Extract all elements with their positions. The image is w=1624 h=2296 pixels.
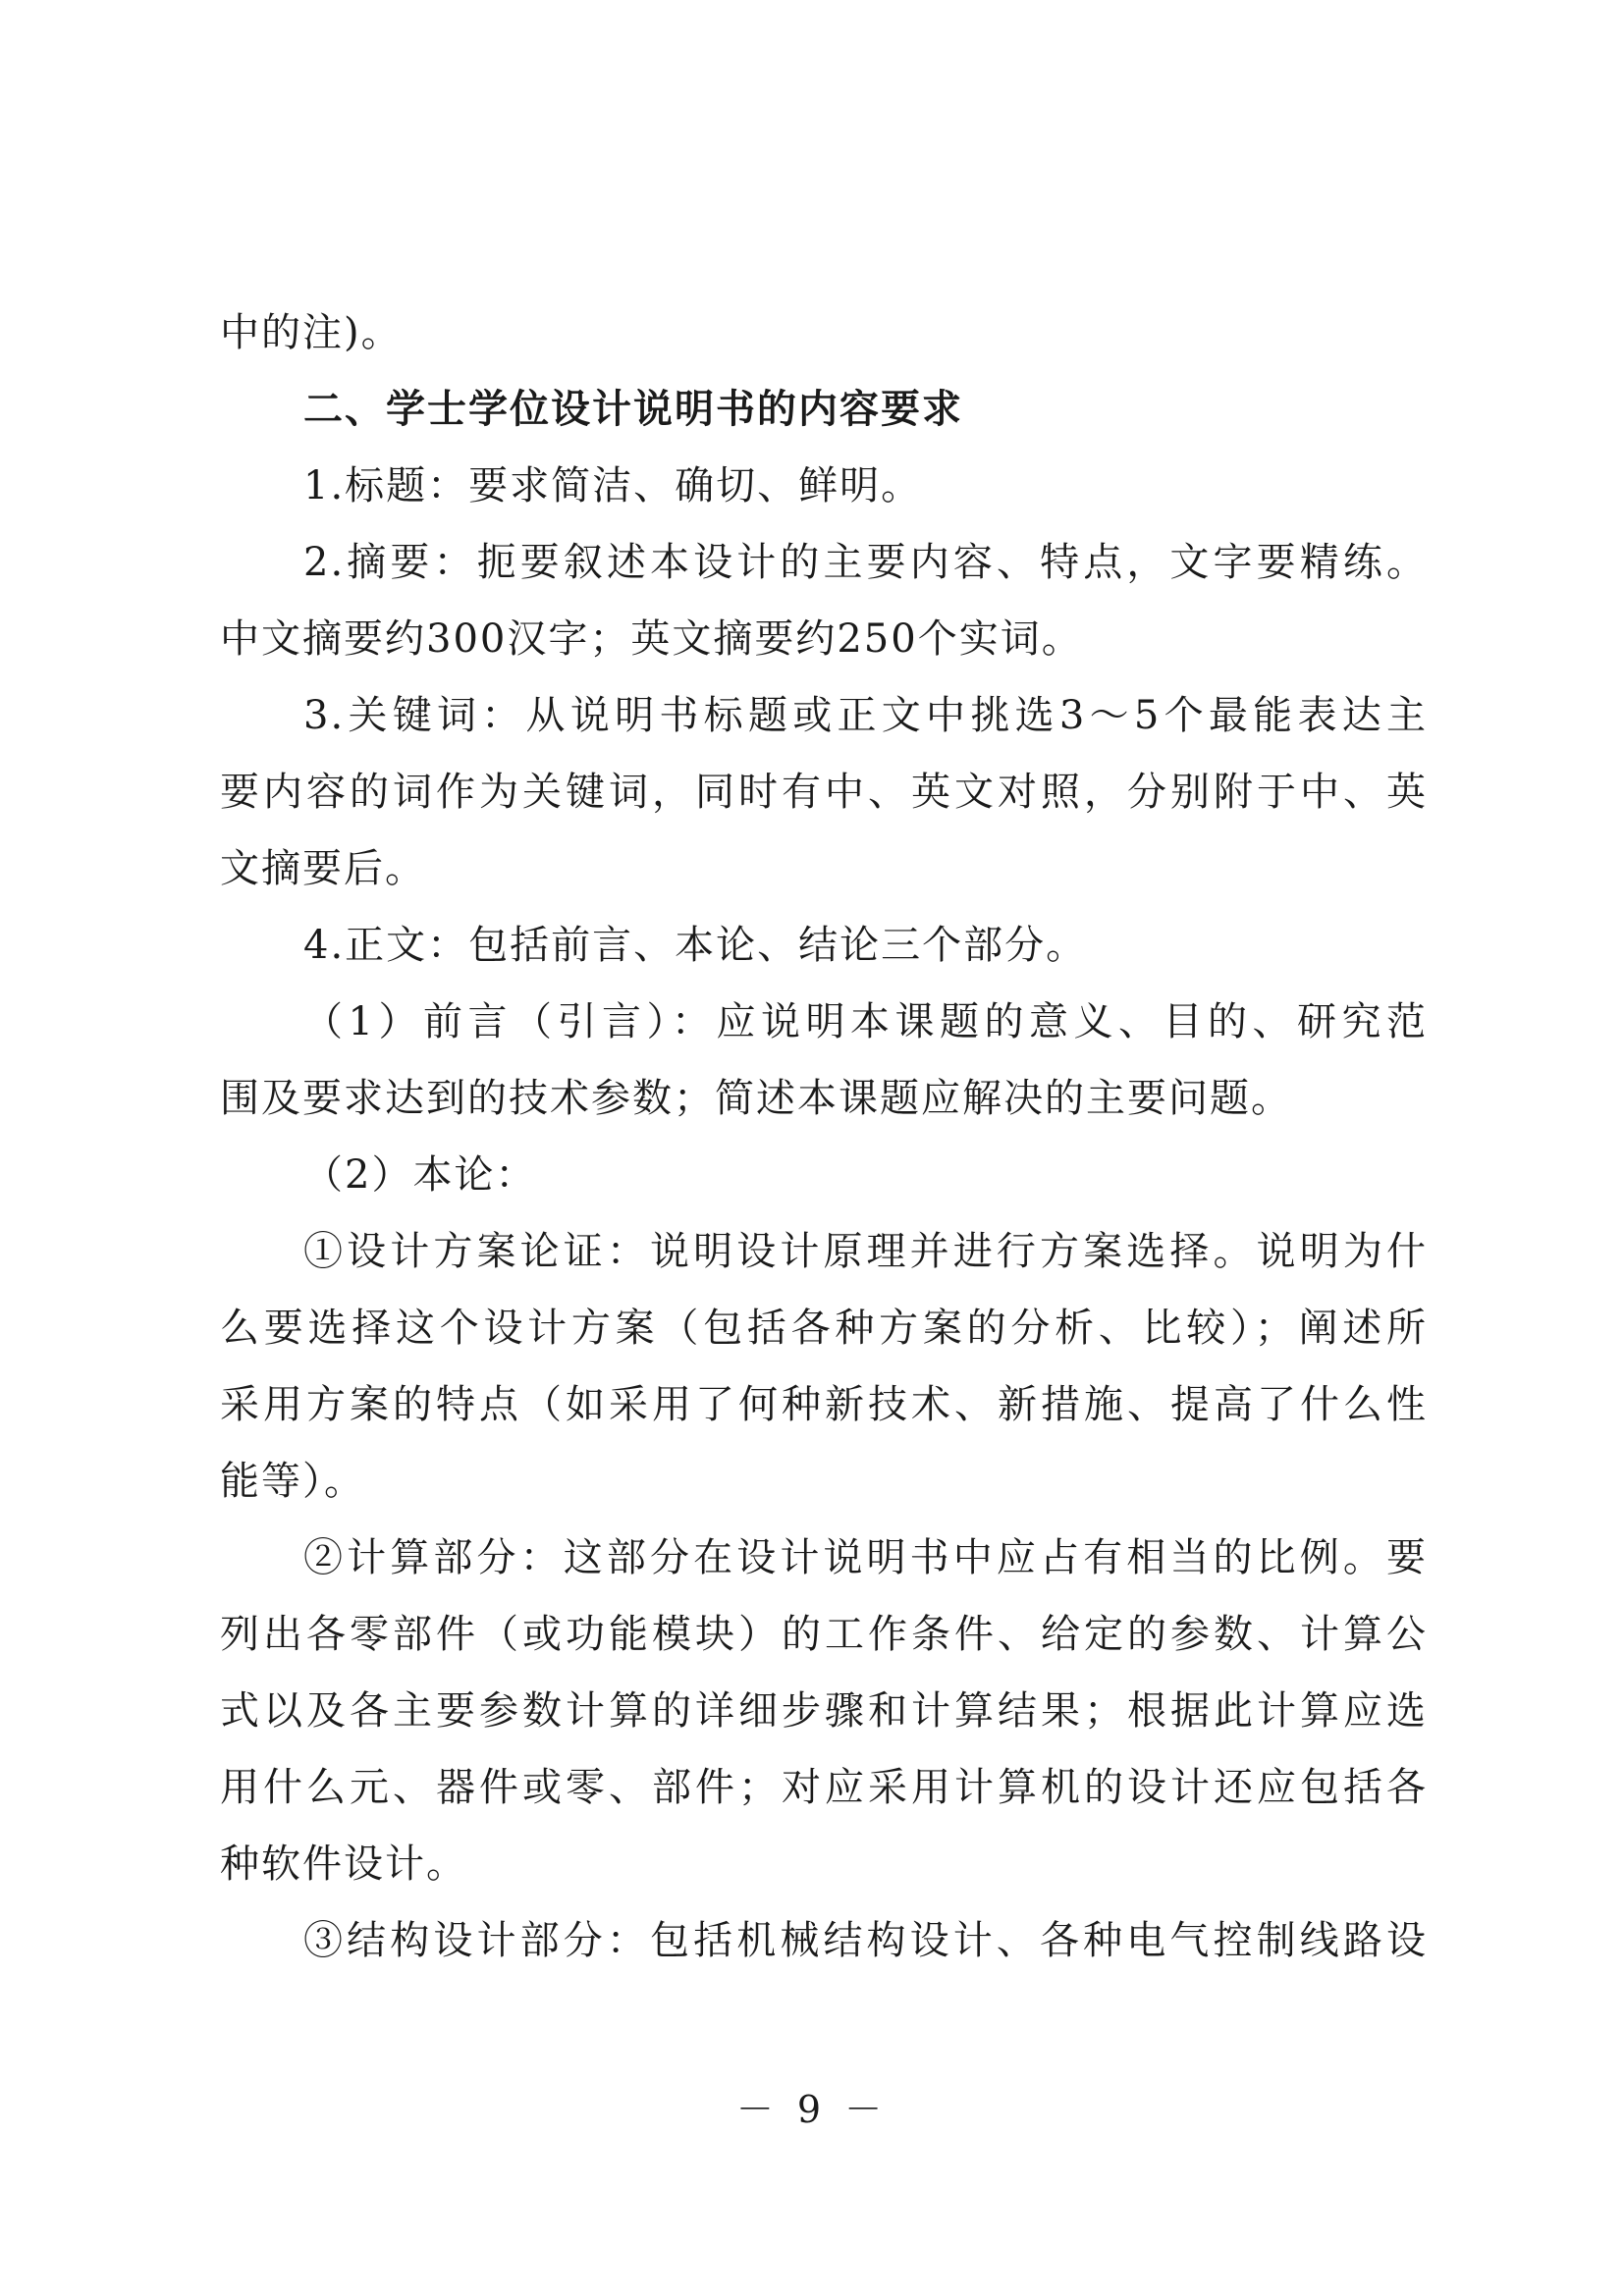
section-heading: 二、学士学位设计说明书的内容要求	[303, 387, 963, 432]
text-line: 4.正文：包括前言、本论、结论三个部分。	[303, 923, 1088, 968]
text-line: 3.关键词：从说明书标题或正文中挑选3～5个最能表达主	[303, 693, 1428, 738]
text-line: ①设计方案论证：说明设计原理并进行方案选择。说明为什	[303, 1229, 1428, 1274]
text-line: 式以及各主要参数计算的详细步骤和计算结果；根据此计算应选	[220, 1688, 1428, 1734]
page-number: － 9 －	[735, 2088, 889, 2131]
text-line: 要内容的词作为关键词，同时有中、英文对照，分别附于中、英	[220, 770, 1428, 815]
text-line: （1）前言（引言）：应说明本课题的意义、目的、研究范	[303, 999, 1428, 1044]
text-line: 列出各零部件（或功能模块）的工作条件、给定的参数、计算公	[220, 1612, 1428, 1657]
text-line: 采用方案的特点（如采用了何种新技术、新措施、提高了什么性	[220, 1382, 1428, 1427]
text-line: （2）本论：	[303, 1152, 537, 1198]
text-line: 1.标题：要求简洁、确切、鲜明。	[303, 463, 923, 508]
text-line: 2.摘要：扼要叙述本设计的主要内容、特点，文字要精练。	[303, 540, 1428, 585]
text-line: 文摘要后。	[220, 846, 426, 891]
text-line: 种软件设计。	[220, 1842, 467, 1887]
text-line: 能等）。	[220, 1459, 365, 1504]
text-line: ②计算部分：这部分在设计说明书中应占有相当的比例。要	[303, 1535, 1428, 1580]
text-line: 中的注)。	[220, 310, 403, 355]
text-line: 中文摘要约300汉字；英文摘要约250个实词。	[220, 616, 1083, 662]
text-line: 围及要求达到的技术参数；简述本课题应解决的主要问题。	[220, 1076, 1292, 1121]
text-line: 么要选择这个设计方案（包括各种方案的分析、比较）；阐述所	[220, 1306, 1428, 1351]
text-line: 用什么元、器件或零、部件；对应采用计算机的设计还应包括各	[220, 1765, 1428, 1810]
text-line: ③结构设计部分：包括机械结构设计、各种电气控制线路设	[303, 1918, 1428, 1963]
